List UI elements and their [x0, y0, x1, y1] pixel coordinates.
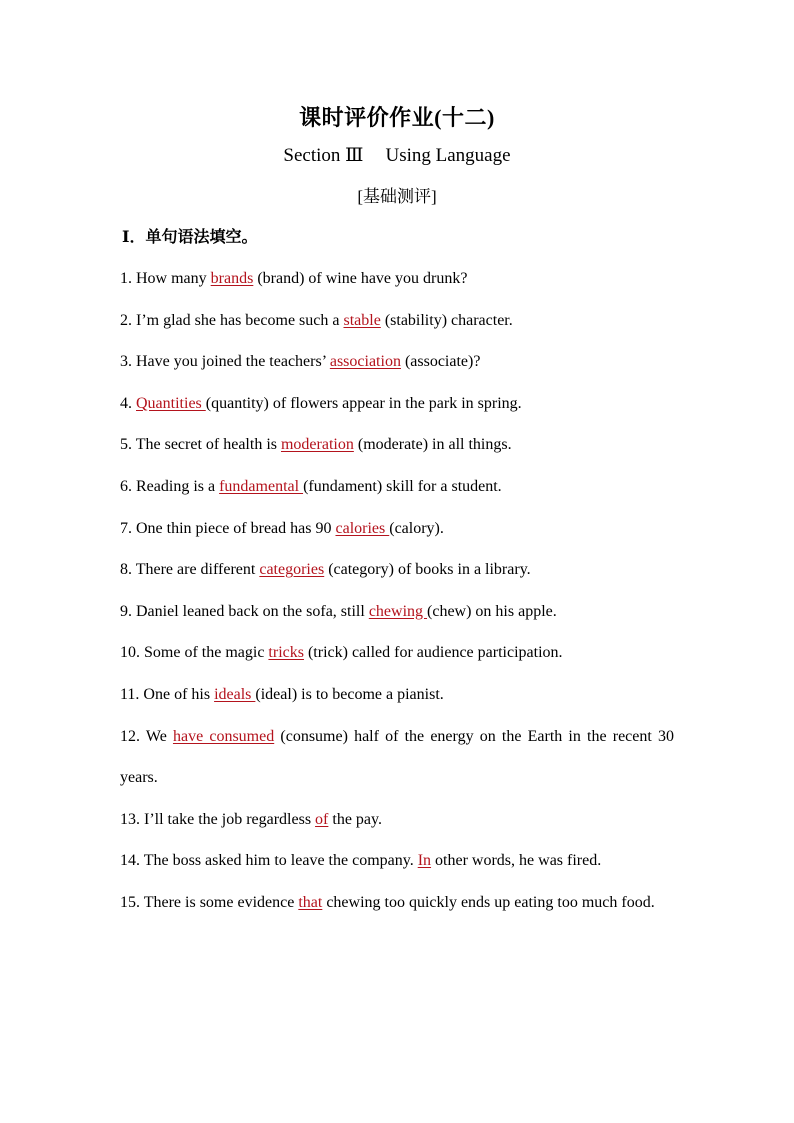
question-text-before: How many — [132, 270, 211, 287]
question-number: 15. — [120, 893, 140, 911]
question-item — [120, 632, 674, 674]
question-text-before: There are different — [132, 561, 260, 579]
question-item — [120, 799, 674, 841]
question-text-after: (associate)? — [400, 353, 481, 371]
question-number: 4. — [120, 394, 132, 412]
question-item — [120, 508, 674, 550]
question-number: 9. — [120, 602, 132, 620]
question-number: 11. — [120, 685, 140, 703]
question-item — [120, 549, 674, 591]
question-item — [120, 674, 674, 716]
answer-blank: categories — [259, 561, 325, 579]
answer-blank: fundamental — [219, 477, 304, 495]
question-item — [120, 383, 674, 425]
question-number: 2. — [120, 311, 132, 329]
question-text-before: Some of the magic — [140, 644, 269, 662]
answer-blank: moderation — [280, 436, 354, 454]
question-text-before: One of his — [139, 685, 215, 703]
question-text-after: (ideal) is to become a pianist. — [255, 685, 444, 703]
answer-blank: have consumed — [172, 727, 275, 745]
part-heading: Ⅰ．单句语法填空。 — [122, 229, 258, 246]
answer-blank: ideals — [214, 685, 256, 703]
question-text-after: (consume) half of the energy on the Earth in the recent 30 years. — [120, 727, 674, 787]
question-number: 14. — [120, 852, 140, 870]
question-text-before: One thin piece of bread has 90 — [132, 519, 336, 537]
question-number: 13. — [120, 810, 140, 828]
answer-blank: of — [315, 810, 329, 828]
question-number: 7. — [120, 519, 132, 537]
answer-blank: tricks — [268, 644, 304, 662]
question-item — [120, 300, 674, 342]
question-text-after: other words, he was fired. — [431, 852, 602, 870]
answer-blank: Quantities — [136, 394, 206, 412]
question-text-before: I’ll take the job regardless — [140, 810, 316, 828]
question-number: 3. — [120, 353, 132, 371]
question-number: 10. — [120, 644, 140, 662]
question-text-after: (calory). — [389, 519, 444, 537]
question-text-after: (moderate) in all things. — [353, 436, 512, 454]
question-text-before: There is some evidence — [140, 893, 299, 911]
question-text-after: (brand) of wine have you drunk? — [253, 270, 468, 287]
question-text-after: (stability) character. — [380, 311, 513, 329]
question-number: 8. — [120, 561, 132, 579]
question-text-after: chewing too quickly ends up eating too much food. — [322, 893, 655, 911]
answer-blank: calories — [335, 519, 390, 537]
page-title: 课时评价作业(十二) — [299, 105, 495, 130]
question-number: 5. — [120, 436, 132, 454]
question-text-before: Reading is a — [132, 477, 220, 495]
worksheet-page — [120, 96, 674, 924]
question-number: 12. — [120, 727, 140, 745]
section-number: Section Ⅲ — [283, 145, 364, 166]
question-item — [120, 466, 674, 508]
answer-blank: In — [417, 852, 432, 870]
question-text-before: Daniel leaned back on the sofa, still — [132, 602, 369, 620]
question-text-after: (category) of books in a library. — [324, 561, 531, 579]
question-text-before: The secret of health is — [132, 436, 281, 454]
assessment-tag: [基础测评] — [357, 187, 437, 206]
question-item — [120, 840, 674, 882]
question-list — [120, 258, 674, 924]
question-text-after: (quantity) of flowers appear in the park in spring. — [205, 394, 522, 412]
answer-blank: stable — [343, 311, 381, 329]
question-number: 1. — [120, 270, 132, 287]
question-text-after: (trick) called for audience participation. — [303, 644, 563, 662]
question-text-after: (chew) on his apple. — [427, 602, 557, 620]
question-item — [120, 341, 674, 383]
question-item — [120, 258, 674, 300]
answer-blank: brands — [210, 270, 254, 287]
question-number: 6. — [120, 477, 132, 495]
question-text-after: the pay. — [328, 810, 382, 828]
question-item — [120, 591, 674, 633]
question-item — [120, 882, 674, 924]
section-subtitle — [120, 140, 674, 172]
question-item — [120, 716, 674, 799]
question-item — [120, 424, 674, 466]
question-text-after: (fundament) skill for a student. — [303, 477, 502, 495]
answer-blank: association — [329, 353, 401, 371]
question-text-before: I’m glad she has become such a — [132, 311, 344, 329]
answer-blank: that — [298, 893, 323, 911]
question-text-before: We — [140, 727, 173, 745]
answer-blank: chewing — [368, 602, 428, 620]
question-text-before: The boss asked him to leave the company. — [140, 852, 418, 870]
section-topic: Using Language — [385, 145, 511, 166]
question-text-before: Have you joined the teachers’ — [132, 353, 330, 371]
